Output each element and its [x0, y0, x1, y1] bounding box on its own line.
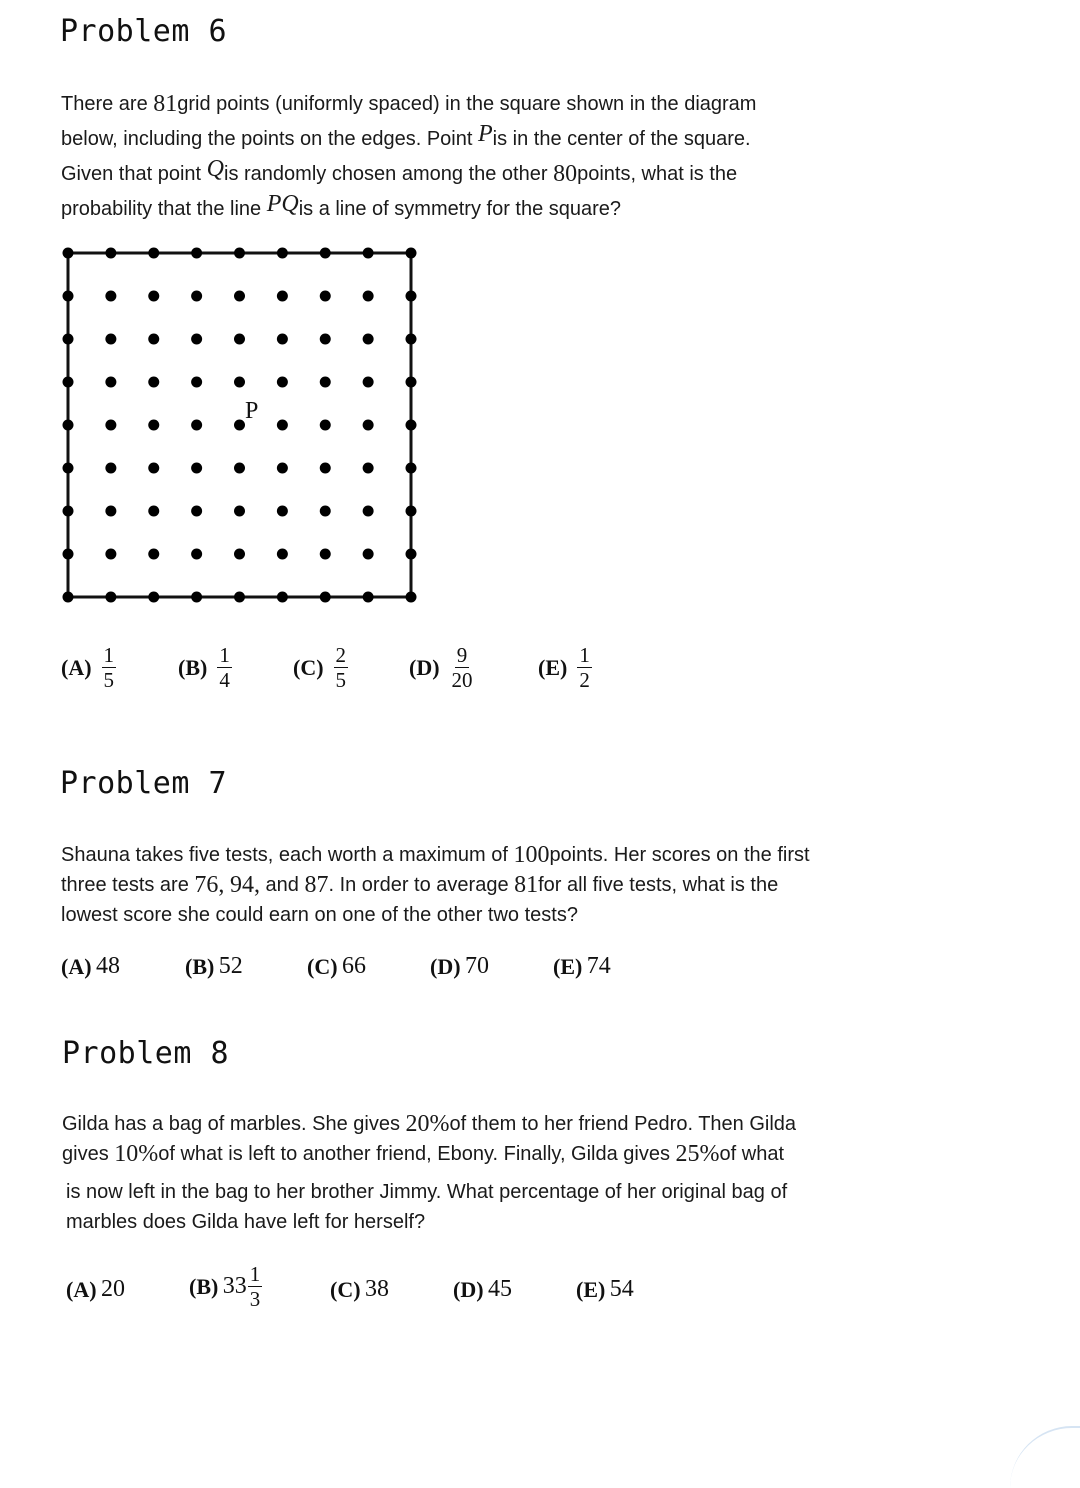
problem-7-title: Problem 7 — [60, 766, 228, 801]
grid-point — [148, 506, 159, 517]
problem-8-text-b — [66, 1177, 787, 1237]
grid-point — [363, 463, 374, 474]
grid-point — [63, 420, 74, 431]
grid-point — [234, 506, 245, 517]
grid-point — [105, 506, 116, 517]
problem-7-line-1: Shauna takes five tests, each worth a maximum of 100points. Her scores on the first — [61, 842, 810, 868]
fraction: $\frac{9}{20}$ — [451, 643, 473, 692]
grid-point — [277, 506, 288, 517]
grid-point — [406, 377, 417, 388]
grid-point — [406, 592, 417, 603]
grid-point — [148, 549, 159, 560]
problem-7-choice-e[interactable]: (E) 74 — [553, 953, 611, 979]
grid-point — [320, 291, 331, 302]
problem-8-text-a — [62, 1109, 796, 1169]
grid-point — [320, 463, 331, 474]
grid-dots — [63, 248, 417, 603]
problem-8-title: Problem 8 — [62, 1036, 230, 1071]
problem-8-line-3: is now left in the bag to her brother Jimmy. What percentage of her original bag of — [66, 1181, 788, 1203]
problem-6-line-2: below, including the points on the edges. Point Pis in the center of the square. — [61, 121, 751, 150]
problem-8-line-4: marbles does Gilda have left for herself? — [66, 1211, 426, 1233]
grid-point — [320, 334, 331, 345]
grid-point — [320, 248, 331, 259]
grid-point — [406, 463, 417, 474]
grid-point — [105, 592, 116, 603]
grid-point — [277, 291, 288, 302]
grid-point — [191, 291, 202, 302]
grid-point — [191, 420, 202, 431]
grid-point — [63, 334, 74, 345]
grid-point — [277, 463, 288, 474]
grid-point — [234, 592, 245, 603]
grid-point — [320, 377, 331, 388]
grid-point — [234, 463, 245, 474]
grid-point — [320, 549, 331, 560]
grid-point — [277, 377, 288, 388]
grid-point — [234, 549, 245, 560]
problem-8-choice-b[interactable]: (B) 33 $\frac{1}{3}$ — [189, 1262, 261, 1311]
grid-point — [148, 463, 159, 474]
grid-point — [406, 291, 417, 302]
grid-point — [191, 334, 202, 345]
problem-7-choice-c[interactable]: (C) 66 — [307, 953, 366, 979]
grid-point — [234, 248, 245, 259]
grid-point — [105, 377, 116, 388]
grid-point — [277, 334, 288, 345]
problem-7-choice-a[interactable]: (A) 48 — [61, 953, 120, 979]
problem-6-choice-e[interactable]: (E) $\frac{1}{2}$ — [538, 643, 590, 692]
grid-point — [105, 334, 116, 345]
grid-point — [406, 549, 417, 560]
grid-point — [148, 291, 159, 302]
problem-8-line-1: Gilda has a bag of marbles. She gives 20%of them to her friend Pedro. Then Gilda — [62, 1111, 797, 1137]
problem-8-choice-e[interactable]: (E) 54 — [576, 1276, 634, 1302]
grid-point — [363, 506, 374, 517]
problem-6-line-4: probability that the line PQis a line of symmetry for the square? — [61, 191, 622, 220]
grid-point — [63, 506, 74, 517]
grid-point — [406, 420, 417, 431]
grid-point — [363, 377, 374, 388]
grid-point — [148, 592, 159, 603]
grid-point — [191, 248, 202, 259]
problem-7-choice-b[interactable]: (B) 52 — [185, 953, 243, 979]
problem-7-line-3: lowest score she could earn on one of the other two tests? — [61, 904, 578, 926]
problem-7-choice-d[interactable]: (D) 70 — [430, 953, 489, 979]
problem-8-choice-c[interactable]: (C) 38 — [330, 1276, 389, 1302]
grid-point — [63, 377, 74, 388]
grid-point — [234, 377, 245, 388]
grid-point — [234, 291, 245, 302]
fraction: $\frac{2}{5}$ — [335, 643, 347, 692]
grid-point — [105, 463, 116, 474]
grid-point — [191, 463, 202, 474]
fraction: $\frac{1}{4}$ — [219, 643, 230, 692]
grid-point — [363, 549, 374, 560]
problem-6-text — [61, 89, 756, 224]
fraction: $\frac{1}{5}$ — [103, 643, 115, 692]
grid-point — [277, 248, 288, 259]
grid-point — [363, 334, 374, 345]
problem-6-choice-d[interactable]: (D) $\frac{9}{20}$ — [409, 643, 473, 692]
problem-6-choice-b[interactable]: (B) $\frac{1}{4}$ — [178, 643, 230, 692]
grid-point — [277, 549, 288, 560]
grid-point — [105, 549, 116, 560]
problem-6-choice-a[interactable]: (A) $\frac{1}{5}$ — [61, 643, 115, 692]
problem-7-text — [61, 840, 810, 930]
grid-point — [148, 248, 159, 259]
grid-point — [277, 420, 288, 431]
grid-point — [320, 506, 331, 517]
grid-point — [105, 291, 116, 302]
problem-6-line-1: There are 81grid points (uniformly spaced) in the square shown in the diagram — [61, 91, 757, 117]
grid-point — [191, 506, 202, 517]
grid-point — [63, 592, 74, 603]
grid-point — [191, 592, 202, 603]
grid-point — [234, 334, 245, 345]
grid-point — [63, 248, 74, 259]
grid-point — [320, 592, 331, 603]
center-point-p — [234, 420, 245, 431]
problem-6-choice-c[interactable]: (C) $\frac{2}{5}$ — [293, 643, 347, 692]
fraction: $\frac{1}{2}$ — [579, 643, 590, 692]
corner-decoration — [1010, 1426, 1080, 1488]
problem-6-line-3: Given that point Qis randomly chosen among the other 80points, what is the — [61, 156, 738, 187]
fraction: $\frac{1}{3}$ — [249, 1262, 261, 1311]
grid-diagram — [50, 236, 430, 616]
grid-point — [63, 463, 74, 474]
grid-point — [191, 549, 202, 560]
grid-point — [148, 420, 159, 431]
problem-8-choice-a[interactable]: (A) 20 — [66, 1276, 125, 1302]
grid-point — [105, 420, 116, 431]
grid-point — [148, 377, 159, 388]
grid-point — [363, 291, 374, 302]
center-point-label: P — [245, 398, 259, 424]
grid-point — [277, 592, 288, 603]
grid-point — [63, 291, 74, 302]
grid-point — [320, 420, 331, 431]
grid-point — [105, 248, 116, 259]
problem-8-line-2: gives 10%of what is left to another friend, Ebony. Finally, Gilda gives 25%of what — [62, 1141, 785, 1167]
grid-point — [406, 248, 417, 259]
problem-7-line-2: three tests are 76, 94, and 87. In order to average 81for all five tests, what is the — [61, 872, 779, 898]
grid-point — [406, 506, 417, 517]
problem-6-title: Problem 6 — [60, 14, 228, 49]
grid-point — [363, 248, 374, 259]
grid-point — [148, 334, 159, 345]
grid-point — [63, 549, 74, 560]
grid-point — [363, 420, 374, 431]
grid-point — [406, 334, 417, 345]
grid-point — [191, 377, 202, 388]
problem-8-choice-d[interactable]: (D) 45 — [453, 1276, 512, 1302]
grid-point — [363, 592, 374, 603]
